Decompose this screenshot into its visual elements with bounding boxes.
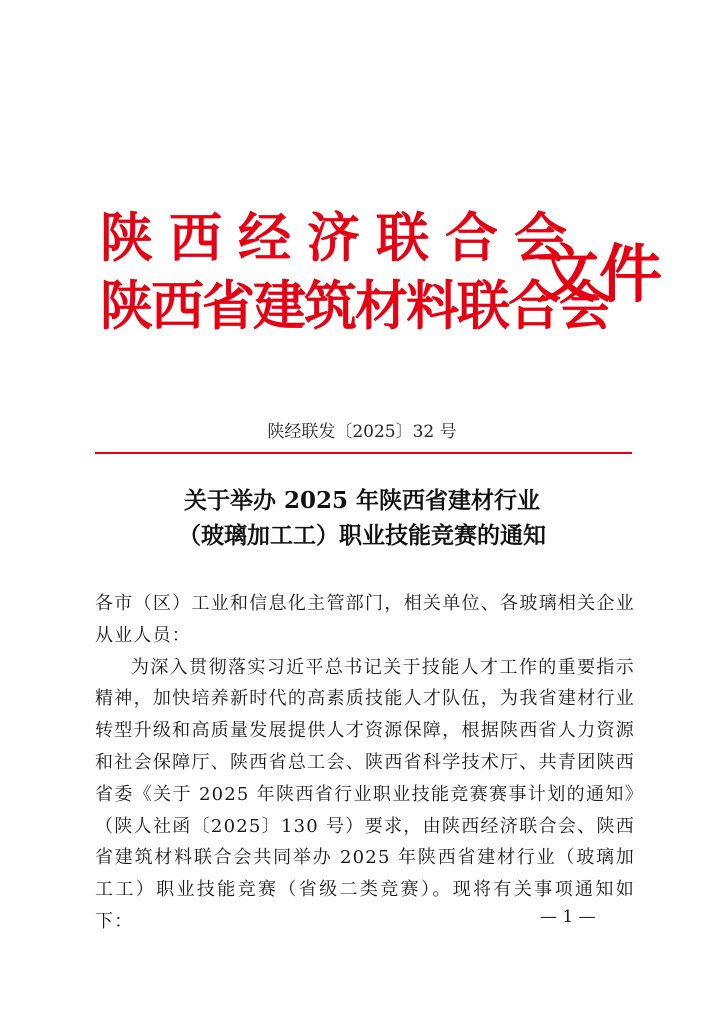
notice-title-line-1: 关于举办 2025 年陕西省建材行业 [183,487,541,514]
notice-title-line-2: （玻璃加工工）职业技能竞赛的通知 [178,522,546,549]
document-type-label: 文件 [536,237,662,311]
body-paragraph: 为深入贯彻落实习近平总书记关于技能人才工作的重要指示精神，加快培养新时代的高素质技能人才队伍，为我省建材行业转型升级和高质量发展提供人才资源保障，根据陕西省人力资源和社会保障厅、陕西省总工会、陕西省科学技术厅、共青团陕西省委《关于 2025 年陕西省行业职业技能竞赛赛事计划的通知》（陕人社函〔2025〕130 号）要求，由陕西经济联合会、陕西省建筑材料联合会共同举办 2025 年陕西省建材行业（玻璃加工工）职业技能竞赛（省级二类竞赛）。现将有关事项通知如下： [95,656,635,932]
document-number: 陕经联发〔2025〕32 号 [267,422,457,442]
red-separator-line [95,452,632,454]
page-number: — 1 — [540,907,596,927]
notice-body [95,588,635,938]
issuer-name-1: 陕西经济联合会 [100,207,583,269]
issuer-name-2: 陕西省建筑材料联合会 [100,275,610,337]
salutation: 各市（区）工业和信息化主管部门，相关单位、各玻璃相关企业从业人员： [95,593,635,646]
